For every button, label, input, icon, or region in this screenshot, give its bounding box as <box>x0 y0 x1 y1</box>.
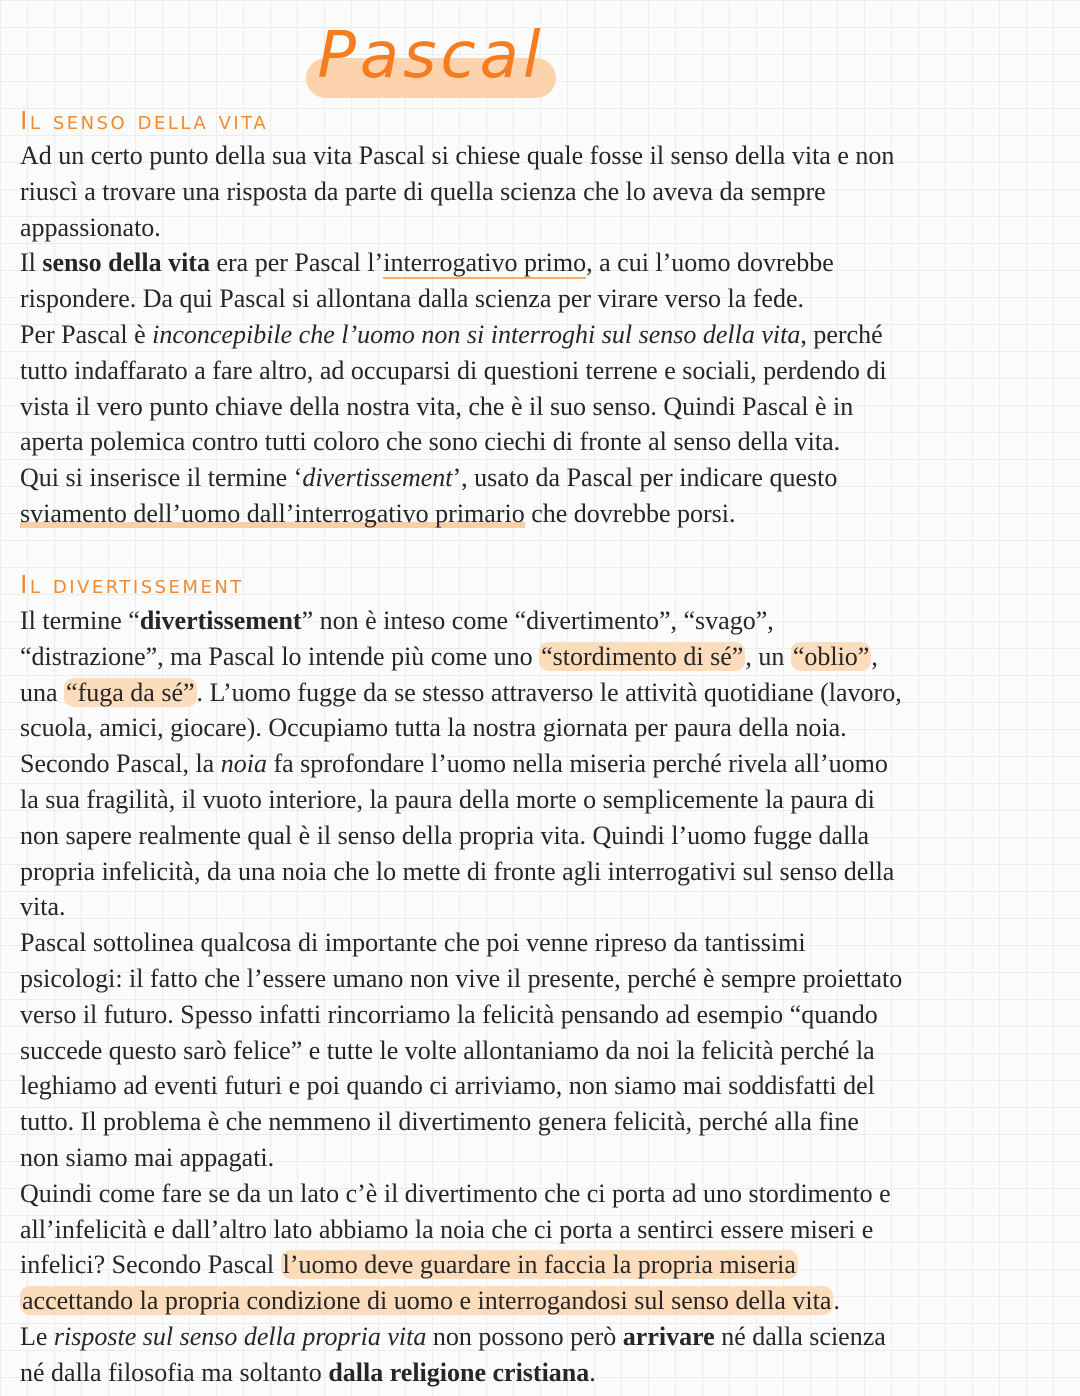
section-heading-senso: Il senso della vita <box>20 106 269 135</box>
text-line: propria infelicità, da una noia che lo mette di fronte agli interrogativi sul senso della <box>20 856 895 886</box>
text-line: Per Pascal è inconcepibile che l’uomo non si interroghi sul senso della vita, perché <box>20 319 883 349</box>
text-line: infelici? Secondo Pascal l’uomo deve guardare in faccia la propria miseria <box>20 1250 796 1280</box>
text-line: Il senso della vita era per Pascal l’interrogativo primo, a cui l’uomo dovrebbe <box>20 248 834 278</box>
text-line: vista il vero punto chiave della nostra vita, che è il suo senso. Quindi Pascal è in <box>20 391 854 421</box>
section-heading-divertissement: Il divertissement <box>20 570 244 599</box>
text-line: Ad un certo punto della sua vita Pascal si chiese quale fosse il senso della vita e non <box>20 141 895 170</box>
text-line: aperta polemica contro tutti coloro che sono ciechi di fronte al senso della vita. <box>20 427 841 457</box>
text-line: né dalla filosofia ma soltanto dalla religione cristiana. <box>20 1357 596 1387</box>
section-divertissement-body <box>20 603 1075 1391</box>
text-line: vita. <box>20 892 66 922</box>
text-line: non siamo mai appagati. <box>20 1142 275 1172</box>
text-line: Pascal sottolinea qualcosa di importante che poi venne ripreso da tantissimi <box>20 928 806 958</box>
text-line: “distrazione”, ma Pascal lo intende più come uno “stordimento di sé”, un “oblio”, <box>20 641 878 671</box>
text-line: Qui si inserisce il termine ‘divertissement’, usato da Pascal per indicare questo <box>20 463 838 493</box>
text-line: una “fuga da sé”. L’uomo fugge da se stesso attraverso le attività quotidiane (lavoro, <box>20 677 902 707</box>
text-line: non sapere realmente qual è il senso della propria vita. Quindi l’uomo fugge dalla <box>20 820 870 850</box>
section-senso-body <box>20 138 1075 532</box>
text-line: accettando la propria condizione di uomo e interrogandosi sul senso della vita. <box>22 1286 840 1316</box>
text-line: tutto. Il problema è che nemmeno il divertimento genera felicità, perché alla fine <box>20 1107 859 1137</box>
title-text: Pascal <box>317 19 545 93</box>
text-line: scuola, amici, giocare). Occupiamo tutta la nostra giornata per paura della noia. <box>20 713 847 743</box>
text-line: la sua fragilità, il vuoto interiore, la paura della morte o semplicemente la paura di <box>20 784 875 814</box>
text-line: Quindi come fare se da un lato c’è il divertimento che ci porta ad uno stordimento e <box>20 1178 891 1208</box>
text-line: Secondo Pascal, la noia fa sprofondare l’uomo nella miseria perché rivela all’uomo <box>20 749 888 779</box>
page-title <box>306 12 556 98</box>
text-line: sviamento dell’uomo dall’interrogativo primario che dovrebbe porsi. <box>20 498 736 528</box>
text-line: appassionato. <box>20 212 161 242</box>
text-line: tutto indaffarato a fare altro, ad occuparsi di questioni terrene e sociali, perdendo di <box>20 355 887 385</box>
text-line: succede questo sarò felice” e tutte le volte allontaniamo da noi la felicità perché la <box>20 1035 875 1065</box>
text-line: leghiamo ad eventi futuri e poi quando ci arriviamo, non siamo mai soddisfatti del <box>20 1071 875 1101</box>
text-line: riuscì a trovare una risposta da parte di quella scienza che lo aveva da sempre <box>20 176 826 206</box>
text-line: all’infelicità e dall’altro lato abbiamo la noia che ci porta a sentirci essere miseri e <box>20 1214 874 1244</box>
text-line: Il termine “divertissement” non è inteso come “divertimento”, “svago”, <box>20 606 774 635</box>
text-line: rispondere. Da qui Pascal si allontana dalla scienza per virare verso la fede. <box>20 284 804 314</box>
text-line: psicologi: il fatto che l’essere umano non vive il presente, perché è sempre proiettato <box>20 963 903 993</box>
text-line: verso il futuro. Spesso infatti rincorriamo la felicità pensando ad esempio “quando <box>20 999 878 1029</box>
text-line: Le risposte sul senso della propria vita non possono però arrivare né dalla scienza <box>20 1321 886 1351</box>
